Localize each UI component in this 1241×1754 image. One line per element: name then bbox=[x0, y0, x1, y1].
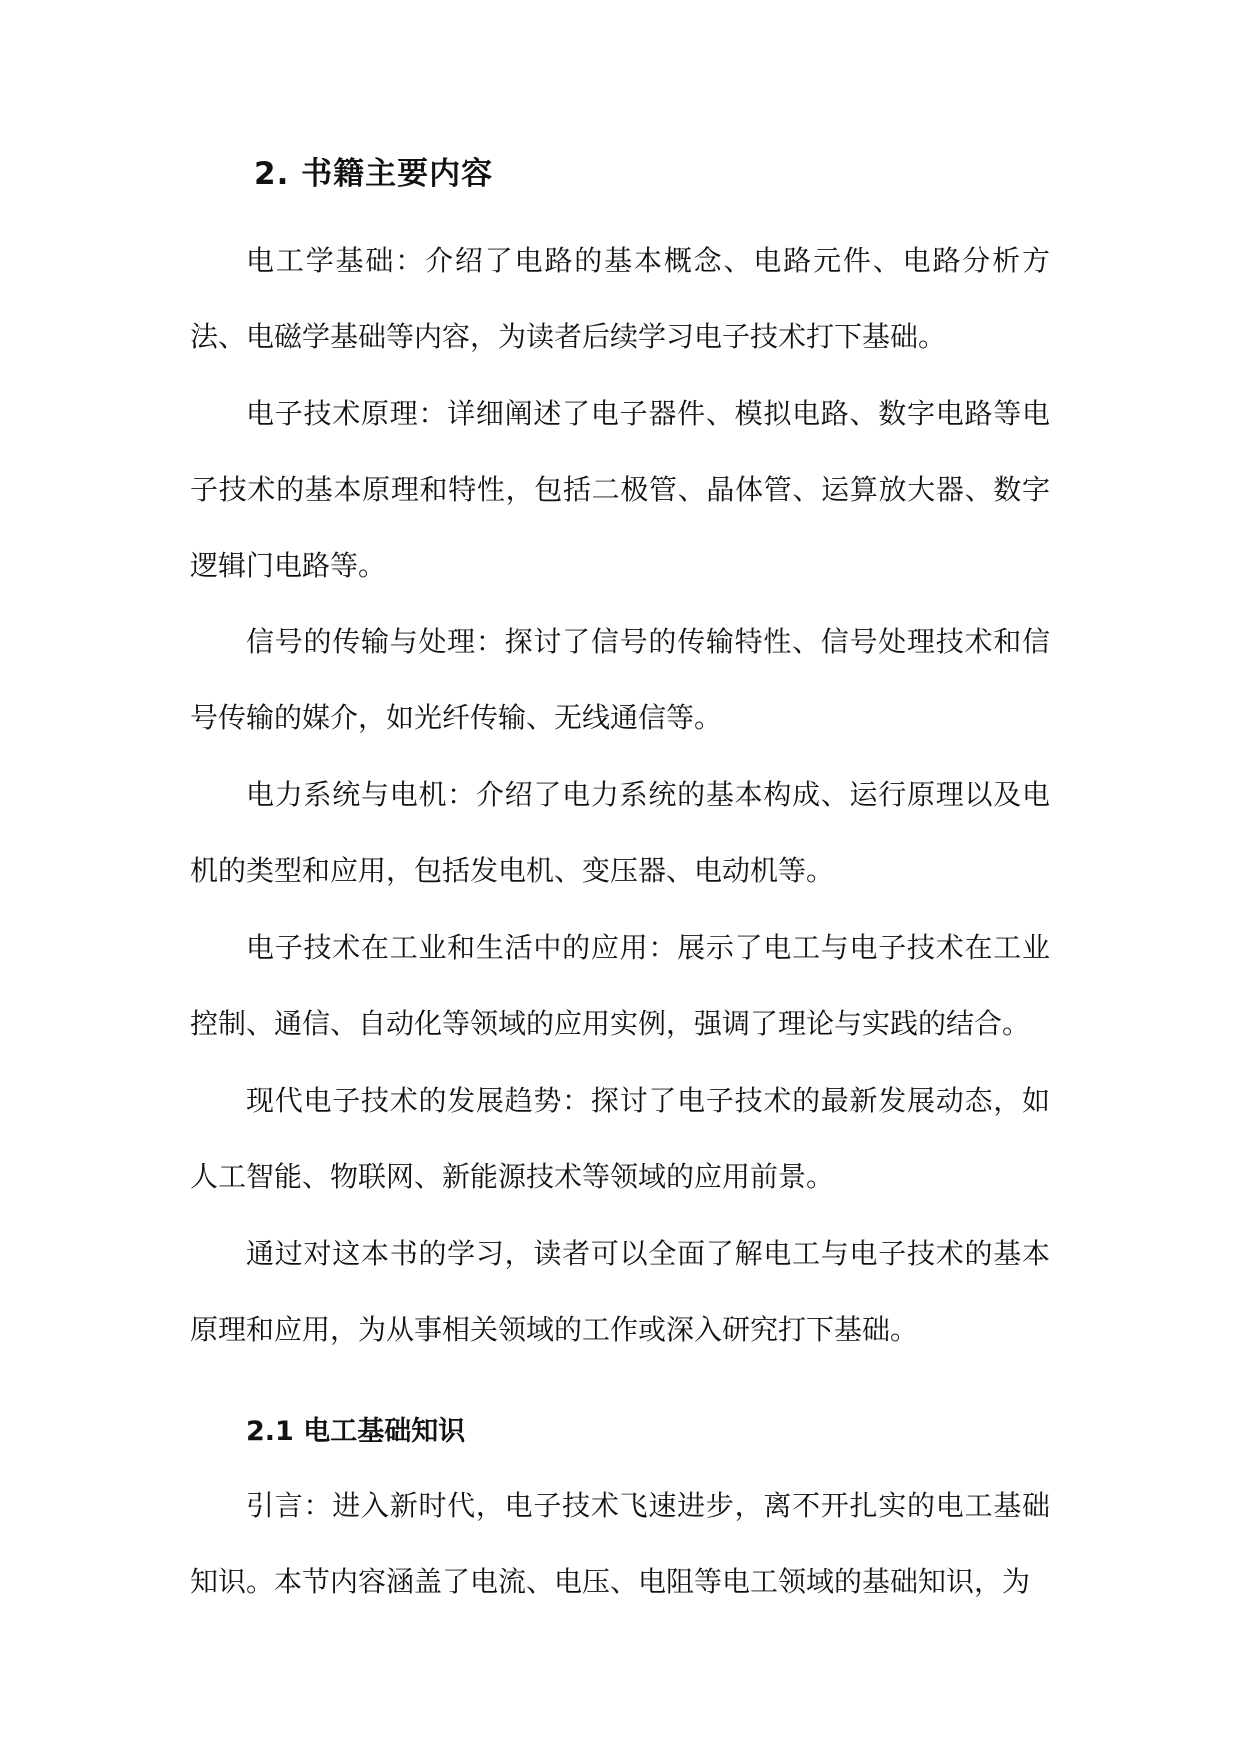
paragraph-signal-processing: 信号的传输与处理：探讨了信号的传输特性、信号处理技术和信号传输的媒介，如光纤传输、无线通信等。 bbox=[190, 625, 1050, 734]
paragraph-trends: 现代电子技术的发展趋势：探讨了电子技术的最新发展动态，如人工智能、物联网、新能源技术等领域的应用前景。 bbox=[190, 1084, 1050, 1193]
paragraph-summary: 通过对这本书的学习，读者可以全面了解电工与电子技术的基本原理和应用，为从事相关领域的工作或深入研究打下基础。 bbox=[190, 1237, 1050, 1346]
paragraph-electronics-principles: 电子技术原理：详细阐述了电子器件、模拟电路、数字电路等电子技术的基本原理和特性，包括二极管、晶体管、运算放大器、数字逻辑门电路等。 bbox=[190, 397, 1050, 582]
paragraph-power-systems: 电力系统与电机：介绍了电力系统的基本构成、运行原理以及电机的类型和应用，包括发电机、变压器、电动机等。 bbox=[190, 778, 1050, 887]
paragraph-electrical-basics: 电工学基础：介绍了电路的基本概念、电路元件、电路分析方法、电磁学基础等内容，为读者后续学习电子技术打下基础。 bbox=[190, 244, 1050, 353]
subsection-heading: 2.1 电工基础知识 bbox=[246, 1416, 466, 1447]
paragraph-applications: 电子技术在工业和生活中的应用：展示了电工与电子技术在工业控制、通信、自动化等领域的应用实例，强调了理论与实践的结合。 bbox=[190, 931, 1050, 1040]
section-heading: 2. 书籍主要内容 bbox=[254, 156, 494, 192]
paragraph-introduction: 引言：进入新时代，电子技术飞速进步，离不开扎实的电工基础知识。本节内容涵盖了电流、电压、电阻等电工领域的基础知识，为 bbox=[190, 1489, 1050, 1598]
